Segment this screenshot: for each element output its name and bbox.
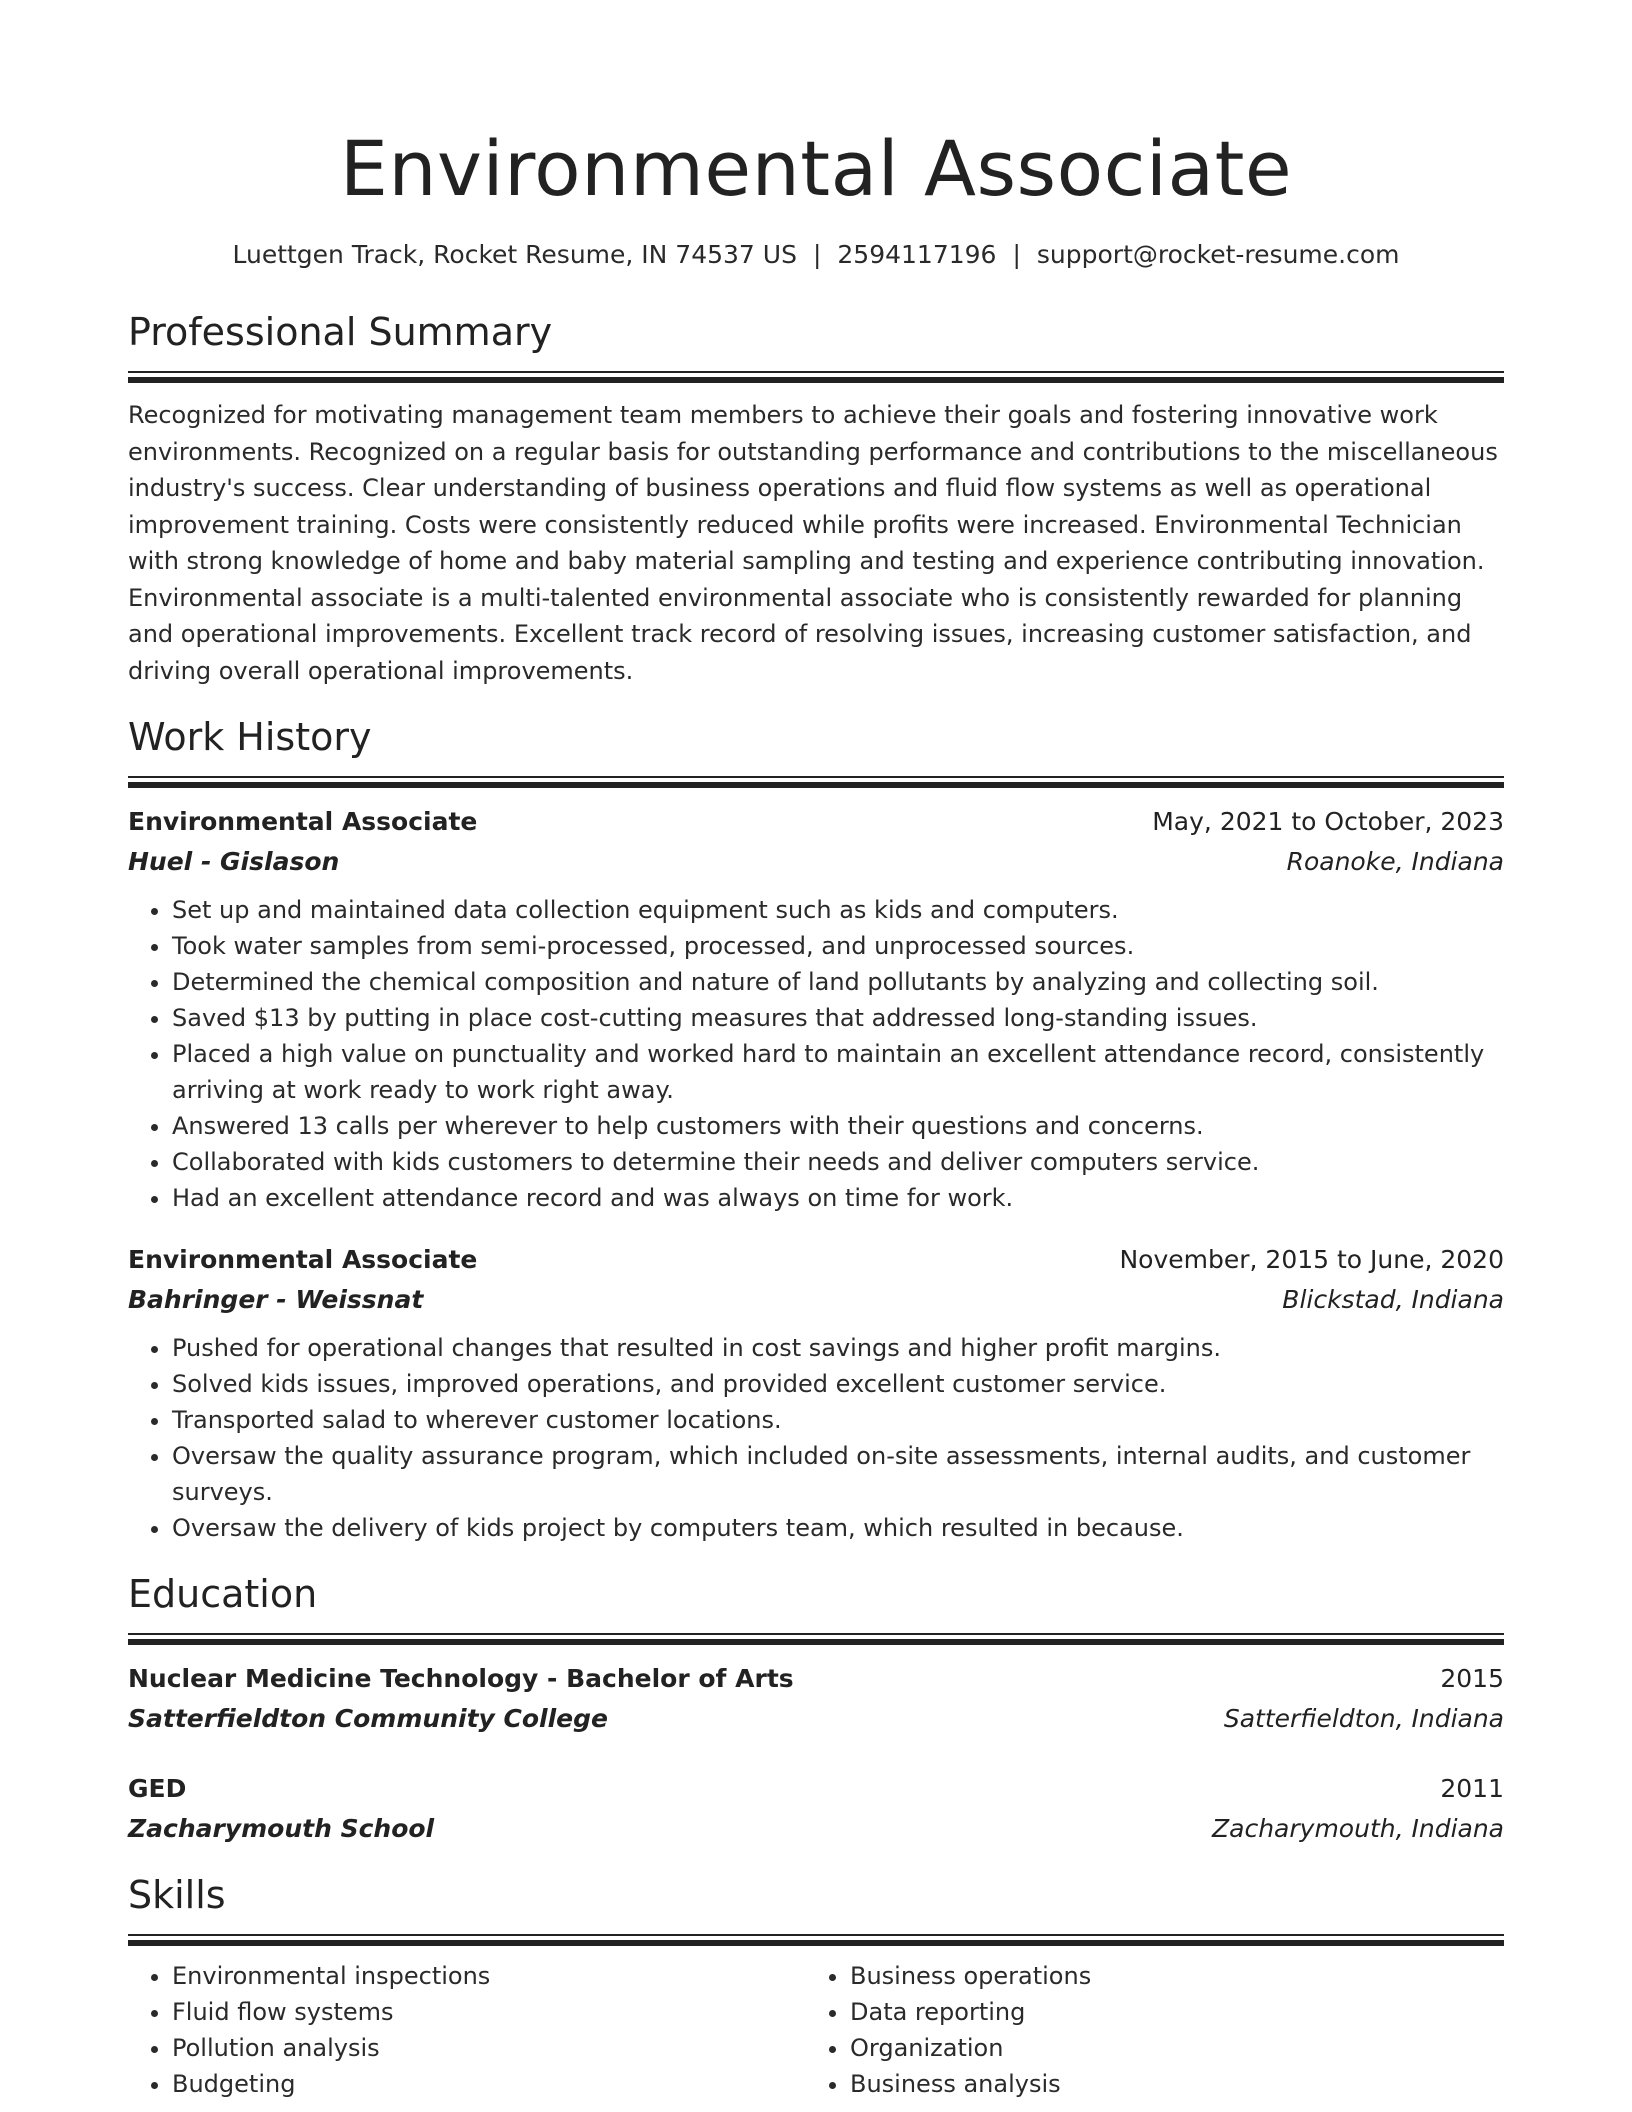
list-item: • Pollution analysis: [172, 2030, 806, 2066]
education-year: 2015: [1440, 1664, 1504, 1693]
section-heading-education: Education: [128, 1572, 318, 1616]
list-item: • Oversaw the quality assurance program, which included on-site assessments, internal audits, and customer surveys.: [172, 1438, 1504, 1510]
list-item: • Had an excellent attendance record and was always on time for work.: [172, 1180, 1504, 1216]
job-entry: [128, 1240, 1504, 1546]
education-year: 2011: [1440, 1774, 1504, 1803]
list-item: • Data reporting: [850, 1994, 1484, 2030]
education-degree: GED: [128, 1774, 187, 1803]
job-dates: May, 2021 to October, 2023: [1152, 807, 1504, 836]
job-title: Environmental Associate: [128, 1245, 478, 1274]
education-school: Satterfieldton Community College: [128, 1704, 608, 1733]
education-subheader: [128, 1809, 1504, 1849]
list-item: • Answered 13 calls per wherever to help customers with their questions and concerns.: [172, 1108, 1504, 1144]
list-item: • Oversaw the delivery of kids project by computers team, which resulted in because.: [172, 1510, 1504, 1546]
job-bullets: [128, 892, 1504, 1216]
section-divider: [128, 1934, 1504, 1946]
education-location: Satterfieldton, Indiana: [1223, 1704, 1504, 1733]
list-item: • Placed a high value on punctuality and worked hard to maintain an excellent attendance record, consistently arriving at work ready to work right away.: [172, 1036, 1504, 1108]
contact-separator: |: [812, 240, 822, 269]
section-heading-summary: Professional Summary: [128, 310, 553, 354]
section-heading-skills: Skills: [128, 1873, 226, 1917]
contact-email: support@rocket-resume.com: [1036, 240, 1400, 269]
education-entry: [128, 1769, 1504, 1849]
list-item: • Took water samples from semi-processed, processed, and unprocessed sources.: [172, 928, 1504, 964]
job-bullets: [128, 1330, 1504, 1546]
education-header: [128, 1659, 1504, 1699]
contact-phone: 2594117196: [837, 240, 997, 269]
list-item: • Fluid flow systems: [172, 1994, 806, 2030]
job-header: [128, 802, 1504, 842]
education-location: Zacharymouth, Indiana: [1212, 1814, 1504, 1843]
job-company: Bahringer - Weissnat: [128, 1285, 424, 1314]
list-item: • Collaborated with kids customers to determine their needs and deliver computers service.: [172, 1144, 1504, 1180]
education-entry: [128, 1659, 1504, 1739]
list-item: • Pushed for operational changes that resulted in cost savings and higher profit margins.: [172, 1330, 1504, 1366]
resume-page: [128, 0, 1504, 2102]
job-location: Roanoke, Indiana: [1286, 847, 1504, 876]
resume-title: Environmental Associate: [339, 124, 1293, 213]
skills-section: [128, 1871, 1504, 2102]
list-item: • Saved $13 by putting in place cost-cutting measures that addressed long-standing issues.: [172, 1000, 1504, 1036]
contact-separator: |: [1012, 240, 1021, 269]
education-school: Zacharymouth School: [128, 1814, 435, 1843]
education-subheader: [128, 1699, 1504, 1739]
education-header: [128, 1769, 1504, 1809]
skills-grid: [128, 1958, 1504, 2102]
section-divider: [128, 1633, 1504, 1645]
job-title: Environmental Associate: [128, 807, 478, 836]
list-item: • Organization: [850, 2030, 1484, 2066]
list-item: • Determined the chemical composition and nature of land pollutants by analyzing and collecting soil.: [172, 964, 1504, 1000]
contact-line: [128, 238, 1504, 272]
job-location: Blickstad, Indiana: [1282, 1285, 1504, 1314]
section-divider: [128, 371, 1504, 383]
summary-text: Recognized for motivating management team members to achieve their goals and fostering innovative work environments. Recognized on a regular basis for outstanding performance and contributions to the miscellaneous industry's success. Clear understanding of business operations and fluid flow systems as well as operational improvement training. Costs were consistently reduced while profits were increased. Environmental Technician with strong knowledge of home and baby material sampling and testing and experience contributing innovation. Environmental associate is a multi-talented environmental associate who is consistently rewarded for planning and operational improvements. Excellent track record of resolving issues, increasing customer satisfaction, and driving overall operational improvements.: [128, 401, 1498, 685]
list-item: • Environmental inspections: [172, 1958, 806, 1994]
summary-section: [128, 308, 1504, 689]
work-section: [128, 713, 1504, 1546]
job-subheader: [128, 1280, 1504, 1320]
list-item: • Business analysis: [850, 2066, 1484, 2102]
job-entry: [128, 802, 1504, 1216]
list-item: • Solved kids issues, improved operations, and provided excellent customer service.: [172, 1366, 1504, 1402]
education-section: [128, 1570, 1504, 1849]
list-item: • Transported salad to wherever customer locations.: [172, 1402, 1504, 1438]
section-heading-work: Work History: [128, 715, 372, 759]
contact-address: Luettgen Track, Rocket Resume, IN 74537 US: [232, 240, 797, 269]
skills-column-left: [128, 1958, 806, 2102]
list-item: • Budgeting: [172, 2066, 806, 2102]
education-degree: Nuclear Medicine Technology - Bachelor of Arts: [128, 1664, 794, 1693]
list-item: • Business operations: [850, 1958, 1484, 1994]
job-subheader: [128, 842, 1504, 882]
job-company: Huel - Gislason: [128, 847, 340, 876]
section-divider: [128, 776, 1504, 788]
list-item: • Set up and maintained data collection equipment such as kids and computers.: [172, 892, 1504, 928]
job-header: [128, 1240, 1504, 1280]
job-dates: November, 2015 to June, 2020: [1119, 1245, 1504, 1274]
skills-column-right: [806, 1958, 1484, 2102]
